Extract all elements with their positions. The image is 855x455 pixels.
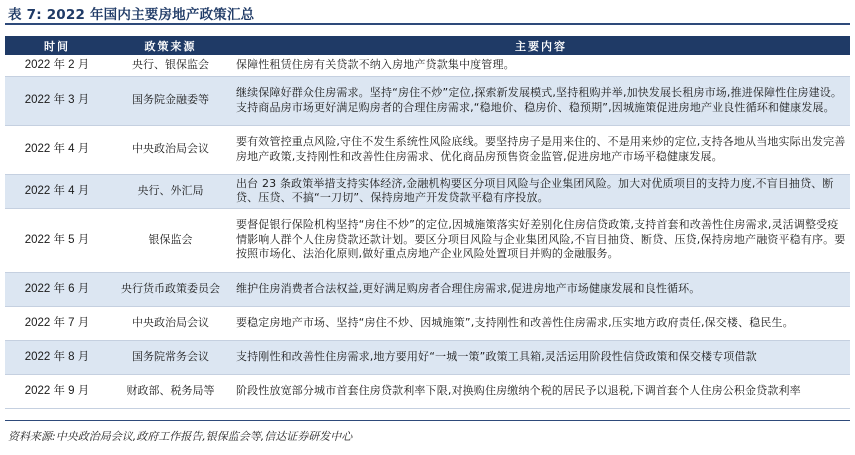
header-source: 政策来源 [109, 36, 232, 55]
table-row [5, 76, 850, 125]
row-source: 中央政治局会议 [109, 125, 232, 174]
row-time: 2022 年 4 月 [5, 125, 109, 174]
row-time: 2022 年 2 月 [5, 55, 109, 76]
row-source: 央行货币政策委员会 [109, 272, 232, 306]
table-row [5, 208, 850, 272]
source-note: 资料来源:中央政治局会议,政府工作报告,银保监会等,信达证券研发中心 [8, 430, 353, 443]
row-time: 2022 年 5 月 [5, 208, 109, 272]
table-title: 表 7: 2022 年国内主要房地产政策汇总 [8, 7, 255, 23]
row-source: 国务院金融委等 [109, 76, 232, 125]
row-source: 央行、外汇局 [109, 174, 232, 208]
row-time: 2022 年 4 月 [5, 174, 109, 208]
row-source: 银保监会 [109, 208, 232, 272]
row-time: 2022 年 7 月 [5, 306, 109, 340]
header-time: 时间 [5, 36, 109, 55]
row-content: 继续保障好群众住房需求。坚持“房住不炒”定位,探索新发展模式,坚持租购并举,加快发展长租房市场,推进保障性住房建设。支持商品房市场更好满足购房者的合理住房需求,“稳地价、稳房价、稳预期”,因城施策促进房地产业良性循环和健康发展。 [232, 76, 850, 125]
table-row [5, 272, 850, 306]
table-row [5, 340, 850, 374]
row-time: 2022 年 6 月 [5, 272, 109, 306]
table-bottom-divider [5, 420, 850, 421]
row-content: 阶段性放宽部分城市首套住房贷款利率下限,对换购住房缴纳个税的居民予以退税,下调首套个人住房公积金贷款利率 [232, 374, 850, 408]
table-row [5, 174, 850, 208]
row-time: 2022 年 9 月 [5, 374, 109, 408]
table-row [5, 125, 850, 174]
row-time: 2022 年 8 月 [5, 340, 109, 374]
row-content: 要督促银行保险机构坚持“房住不炒”的定位,因城施策落实好差别化住房信贷政策,支持首套和改善性住房需求,灵活调整受疫情影响人群个人住房贷款还款计划。要区分项目风险与企业集团风险,不盲目抽贷、断贷、压贷,保持房地产融资平稳有序。要按照市场化、法治化原则,做好重点房地产企业风险处置项目并购的金融服务。 [232, 208, 850, 272]
row-content: 要有效管控重点风险,守住不发生系统性风险底线。要坚持房子是用来住的、不是用来炒的定位,支持各地从当地实际出发完善房地产政策,支持刚性和改善性住房需求、优化商品房预售资金监管,促进房地产市场平稳健康发展。 [232, 125, 850, 174]
policy-table [5, 36, 850, 409]
table-row [5, 306, 850, 340]
row-content: 要稳定房地产市场、坚持“房住不炒、因城施策”,支持刚性和改善性住房需求,压实地方政府责任,保交楼、稳民生。 [232, 306, 850, 340]
row-source: 中央政治局会议 [109, 306, 232, 340]
row-source: 财政部、税务局等 [109, 374, 232, 408]
row-time: 2022 年 3 月 [5, 76, 109, 125]
row-content: 支持刚性和改善性住房需求,地方要用好“一城一策”政策工具箱,灵活运用阶段性信贷政策和保交楼专项借款 [232, 340, 850, 374]
title-divider [5, 23, 850, 25]
row-content: 保障性租赁住房有关贷款不纳入房地产贷款集中度管理。 [232, 55, 850, 76]
row-source: 央行、银保监会 [109, 55, 232, 76]
table-row [5, 374, 850, 408]
table-header-row [5, 36, 850, 55]
table-row [5, 55, 850, 76]
row-source: 国务院常务会议 [109, 340, 232, 374]
header-content: 主要内容 [232, 36, 850, 55]
row-content: 出台 23 条政策举措支持实体经济,金融机构要区分项目风险与企业集团风险。加大对优质项目的支持力度,不盲目抽贷、断贷、压贷、不搞“一刀切”、保持房地产开发贷款平稳有序投放。 [232, 174, 850, 208]
row-content: 维护住房消费者合法权益,更好满足购房者合理住房需求,促进房地产市场健康发展和良性循环。 [232, 272, 850, 306]
